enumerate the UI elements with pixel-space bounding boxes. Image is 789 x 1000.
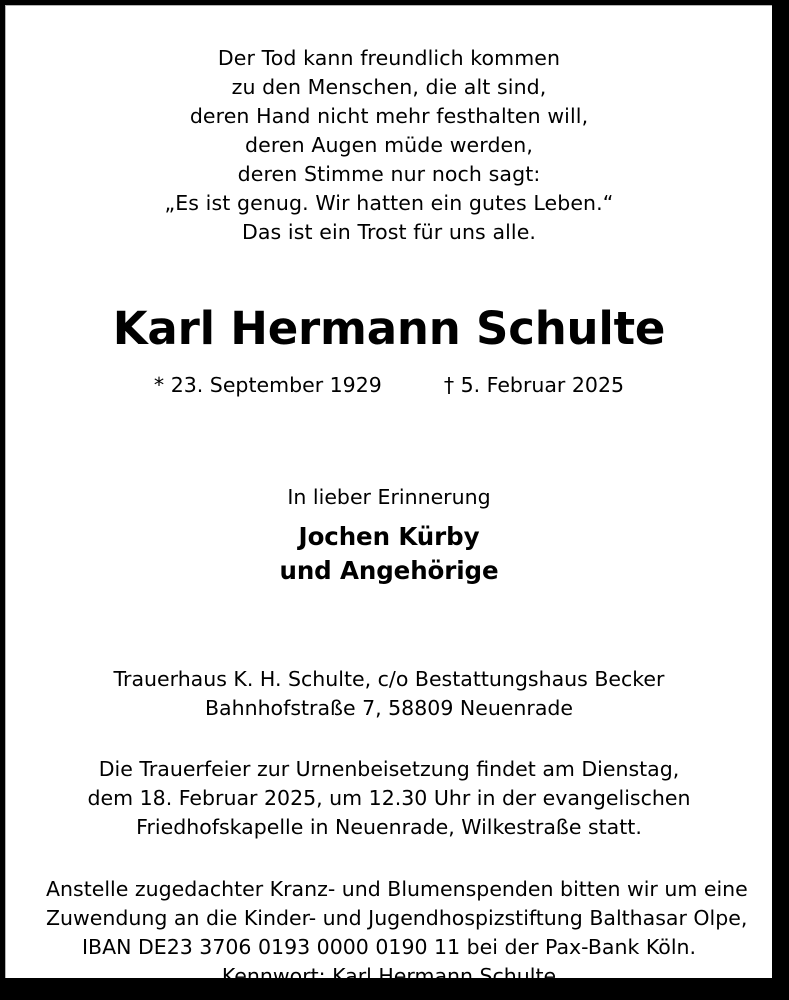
donation-info xyxy=(46,842,748,991)
ceremony-info xyxy=(46,723,732,842)
poem-line: „Es ist genug. Wir hatten ein gutes Leben.“ xyxy=(164,191,614,215)
ceremony-line: dem 18. Februar 2025, um 12.30 Uhr in der evangelischen xyxy=(87,785,691,810)
birth-date: * 23. September 1929 xyxy=(153,372,382,397)
mourner-primary: Jochen Kürby xyxy=(298,521,480,551)
poem-line: deren Augen müde werden, xyxy=(245,133,533,157)
poem-line: deren Hand nicht mehr festhalten will, xyxy=(189,104,589,128)
donation-keyword-line: Kennwort: Karl Hermann Schulte xyxy=(221,963,557,988)
mourner-secondary: und Angehörige xyxy=(279,555,499,585)
donation-line: Zuwendung an die Kinder- und Jugendhospizstiftung Balthasar Olpe, xyxy=(46,905,748,930)
poem-line: deren Stimme nur noch sagt: xyxy=(237,162,541,186)
deceased-name: Karl Hermann Schulte xyxy=(112,302,666,355)
address-line: Trauerhaus K. H. Schulte, c/o Bestattungshaus Becker xyxy=(113,666,665,691)
death-date: † 5. Februar 2025 xyxy=(443,372,625,397)
life-dates xyxy=(46,354,732,398)
mourning-address xyxy=(46,588,732,723)
address-line: Bahnhofstraße 7, 58809 Neuenrade xyxy=(204,695,574,720)
poem-line: Das ist ein Trost für uns alle. xyxy=(241,220,537,244)
donation-iban-line: IBAN DE23 3706 0193 0000 0190 11 bei der Pax-Bank Köln. xyxy=(81,934,697,959)
poem-line: Der Tod kann freundlich kommen xyxy=(217,46,561,70)
memory-intro: In lieber Erinnerung xyxy=(287,484,491,509)
ceremony-line: Friedhofskapelle in Neuenrade, Wilkestraße statt. xyxy=(136,814,642,839)
obituary-card-inner xyxy=(5,5,772,988)
ceremony-line: Die Trauerfeier zur Urnenbeisetzung findet am Dienstag, xyxy=(98,756,680,781)
donation-line: Anstelle zugedachter Kranz- und Blumenspenden bitten wir um eine xyxy=(46,876,748,901)
memorial-poem xyxy=(46,36,732,247)
memory-block xyxy=(46,398,732,588)
poem-line: zu den Menschen, die alt sind, xyxy=(231,75,547,99)
